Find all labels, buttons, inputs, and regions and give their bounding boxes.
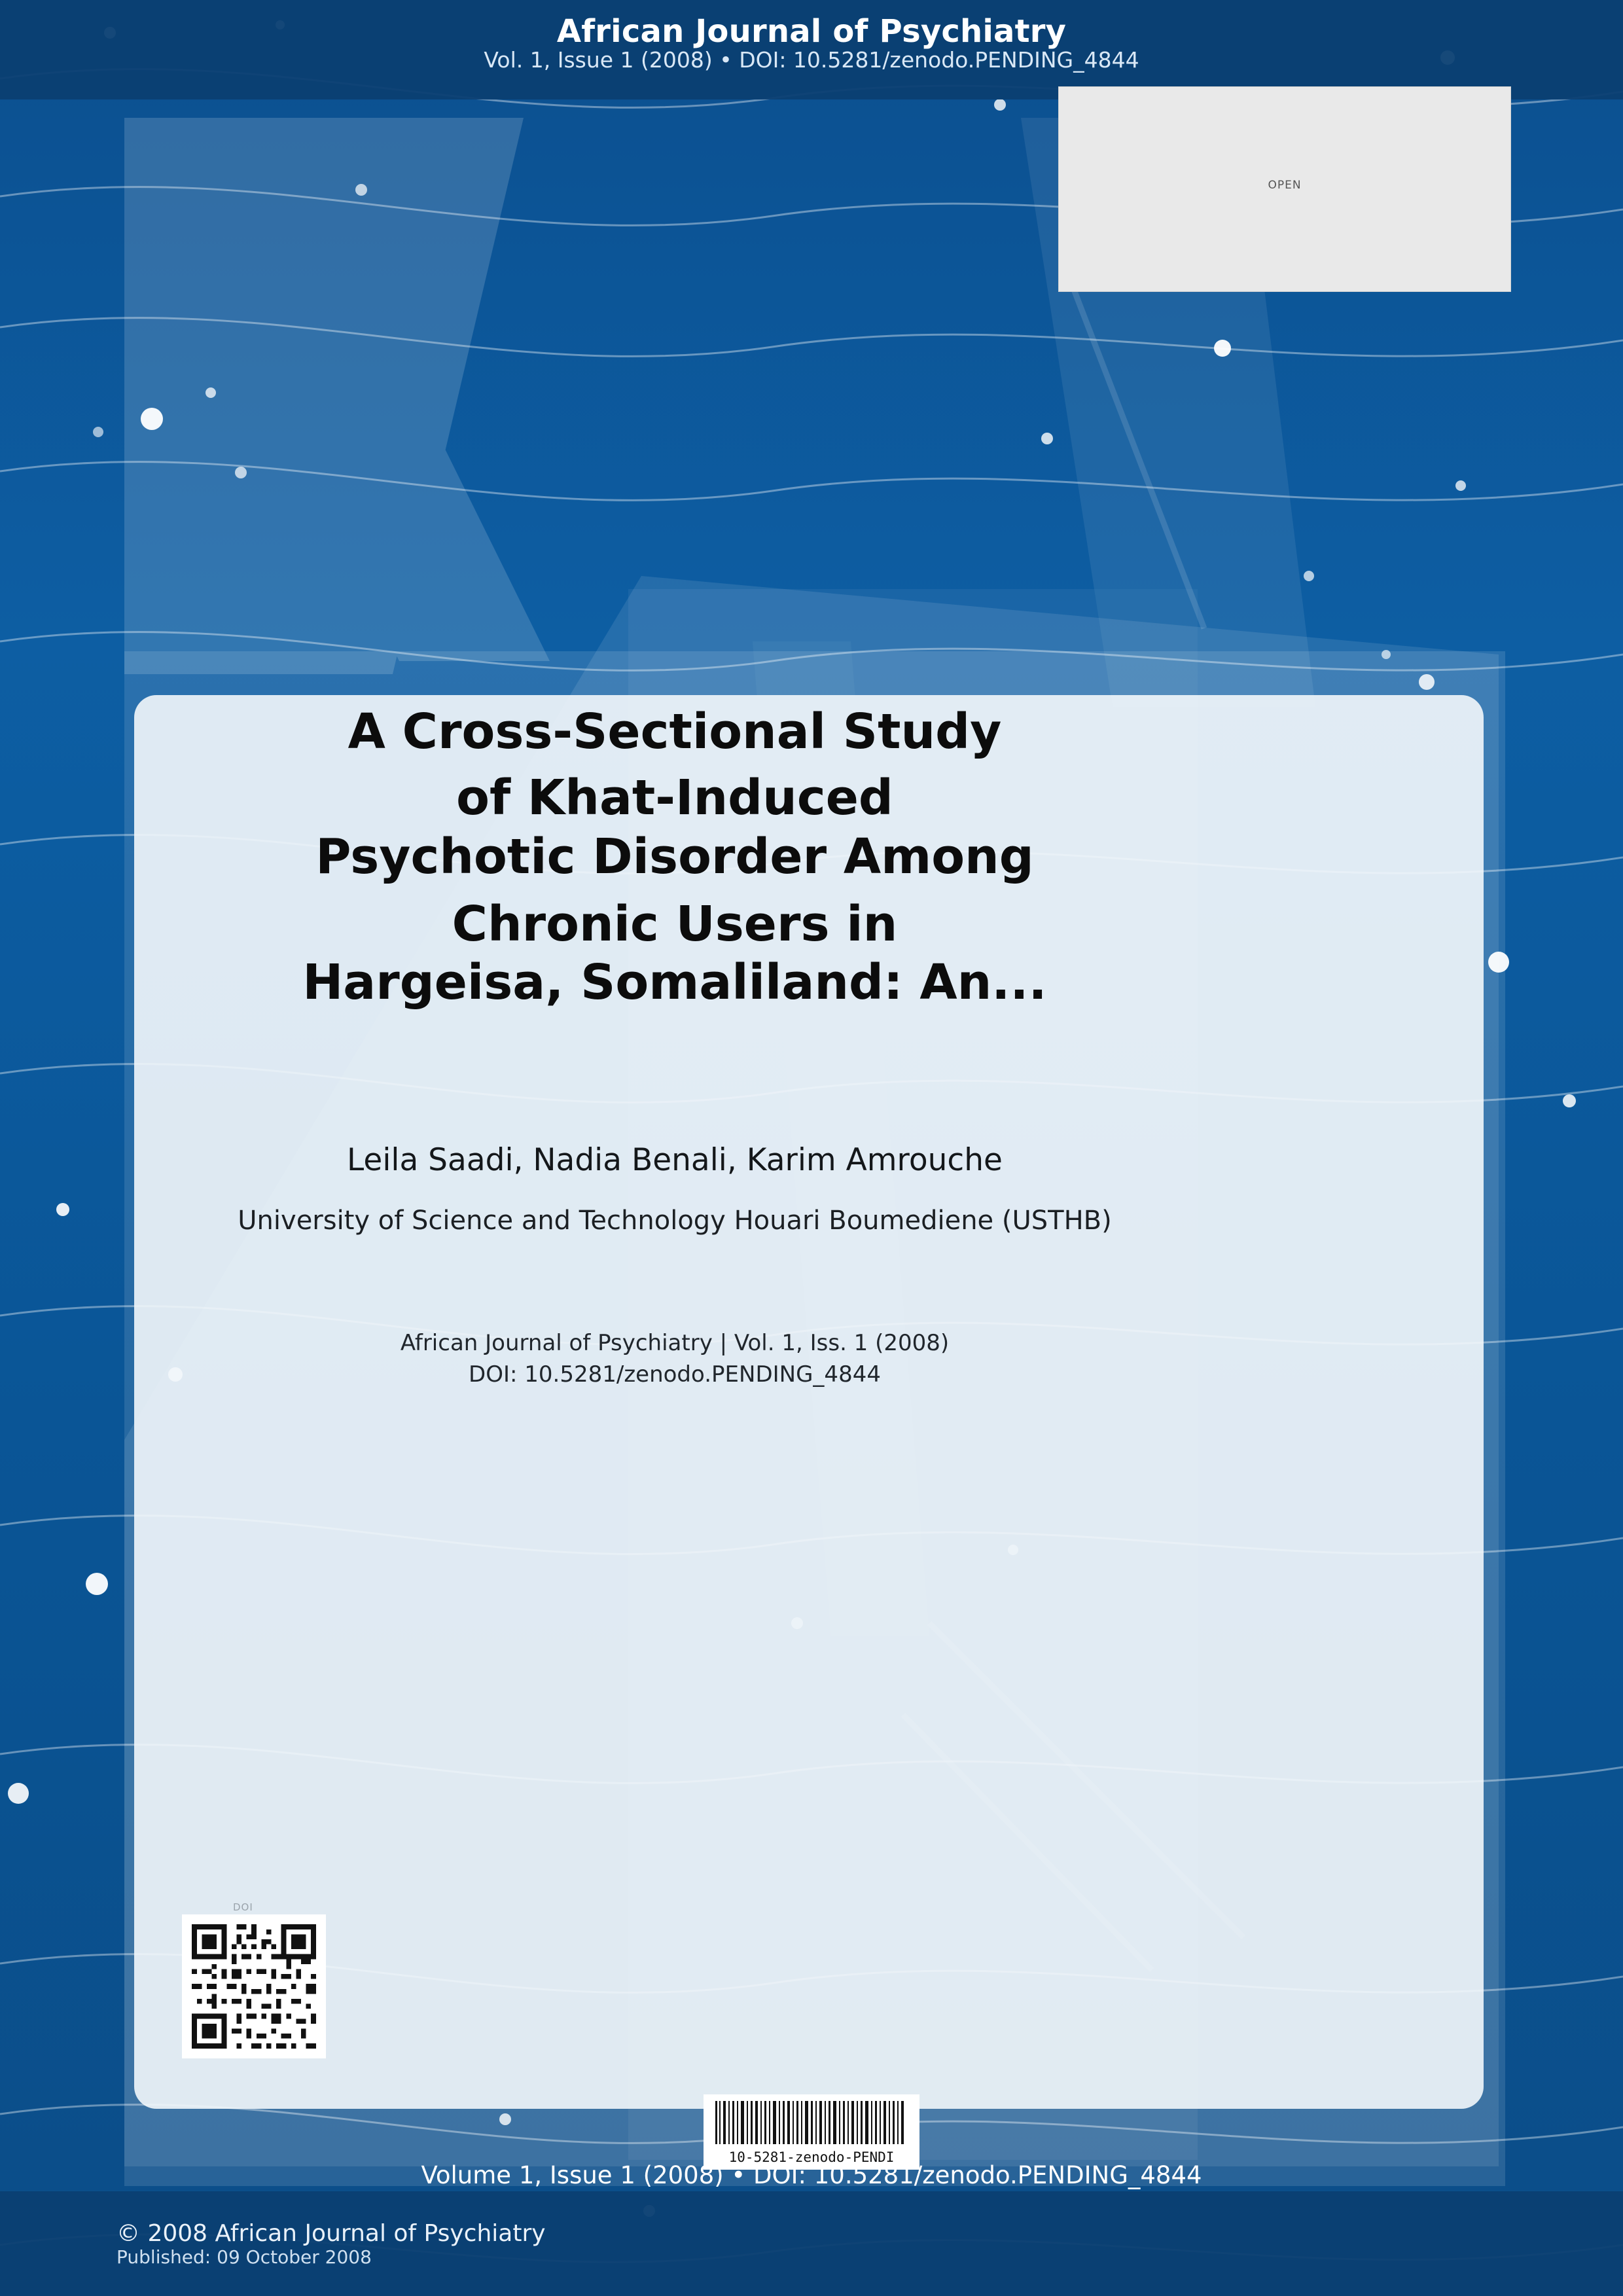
qr-code-block bbox=[182, 1901, 326, 2058]
citation-line-1: African Journal of Psychiatry | Vol. 1, Iss. 1 (2008) bbox=[400, 1330, 950, 1356]
title-line-5: Hargeisa, Somaliland: An... bbox=[302, 954, 1047, 1011]
title-line-4: Chronic Users in bbox=[452, 895, 898, 952]
open-access-badge bbox=[1058, 86, 1511, 292]
article-citation bbox=[85, 1327, 1264, 1391]
qr-code-icon bbox=[182, 1914, 326, 2058]
open-access-label: OPEN bbox=[1268, 179, 1302, 192]
article-title bbox=[85, 704, 1264, 1010]
article-authors: Leila Saadi, Nadia Benali, Karim Amrouche bbox=[347, 1142, 1003, 1178]
barcode-number: 10-5281-zenodo-PENDI bbox=[728, 2149, 895, 2165]
qr-label: DOI bbox=[233, 1901, 253, 1913]
barcode-icon bbox=[710, 2098, 913, 2149]
title-line-3: Psychotic Disorder Among bbox=[315, 828, 1034, 885]
title-line-1: A Cross-Sectional Study bbox=[348, 704, 1002, 760]
journal-title: African Journal of Psychiatry bbox=[556, 13, 1067, 50]
title-line-2: of Khat-Induced bbox=[456, 770, 893, 827]
footer-volume-line: Volume 1, Issue 1 (2008) • DOI: 10.5281/zenodo.PENDING_4844 bbox=[421, 2161, 1202, 2189]
footer-copyright: © 2008 African Journal of Psychiatry bbox=[116, 2220, 546, 2247]
qr-code bbox=[182, 1914, 326, 2058]
article-affiliation: University of Science and Technology Houari Boumediene (USTHB) bbox=[238, 1206, 1112, 1236]
footer-published-date: Published: 09 October 2008 bbox=[116, 2246, 372, 2268]
citation-line-2: DOI: 10.5281/zenodo.PENDING_4844 bbox=[469, 1361, 881, 1388]
issue-doi-line: Vol. 1, Issue 1 (2008) • DOI: 10.5281/zenodo.PENDING_4844 bbox=[484, 47, 1139, 73]
barcode-block bbox=[704, 2094, 919, 2170]
